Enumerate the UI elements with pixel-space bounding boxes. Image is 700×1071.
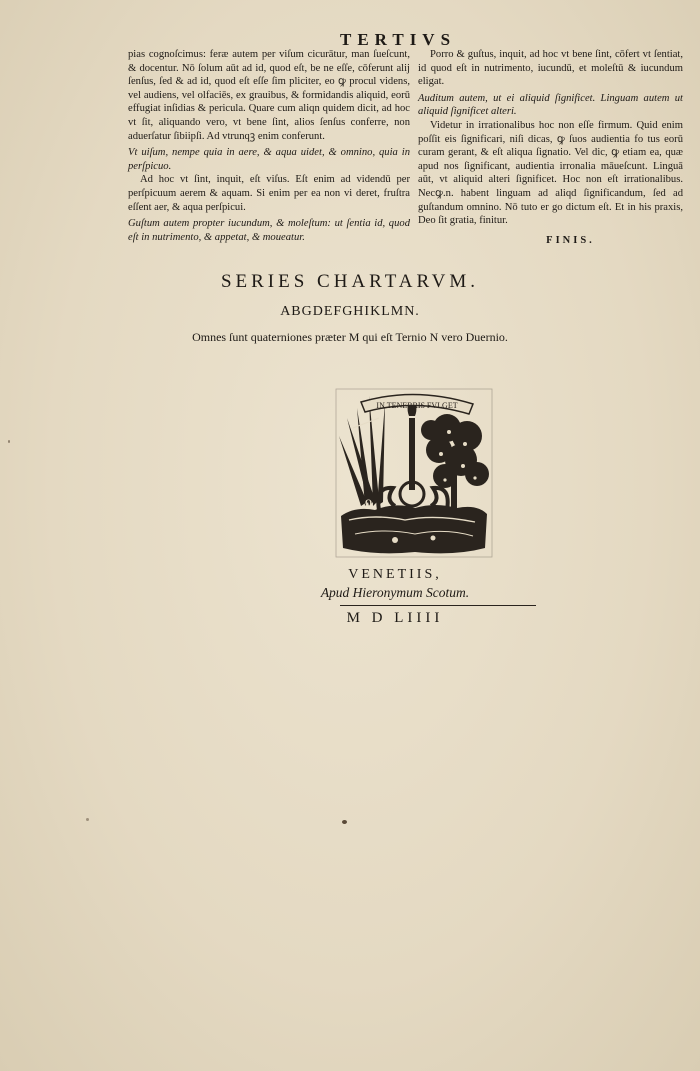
- paragraph: Ad hoc vt ſint, inquit, eſt viſus. Eſt enim ad videndū per perſpicuum aerem & aquam. Si enim per ea non vi deret, fruſtra eſſent aer, & aqua perſpicui.: [128, 174, 410, 213]
- imprint-city: VENETIIS,: [348, 567, 442, 582]
- printer-mark-initial-right: S: [457, 498, 463, 508]
- paragraph: Porro & guſtus, inquit, ad hoc vt bene ſint, cōfert vt ſentiat, id quod eſt in nutrimento, iucundū, et moleſtū & iucundum eligat.: [418, 49, 683, 88]
- running-head: TERTIVS: [340, 30, 457, 49]
- left-column: [128, 48, 410, 244]
- finis-label: FINIS.: [546, 234, 595, 246]
- printer-mark-initial-left: O: [365, 498, 373, 508]
- printer-mark-motto: IN TENEBRIS FVLGET: [376, 401, 458, 410]
- lemma: Guſtum autem propter iucundum, & moleſtum: ut ſentia id, quod eſt in nutrimento, & appetat, & moueatur.: [128, 218, 410, 243]
- imprint-rule: [340, 605, 536, 606]
- right-column: [418, 48, 683, 247]
- lemma: Vt uiſum, nempe quia in aere, & aqua uidet, & omnino, quia in perſpicuo.: [128, 147, 410, 172]
- paper-speck: [342, 820, 347, 824]
- printer-mark-icon: [335, 388, 493, 558]
- paragraph: pias cognoſcimus: feræ autem per viſum cicurātur, man ſueſcunt, & docentur. Nō ſolum aūt ad id, quod eſt, be ne eſſe, cōferunt alij ſenſus, ſed & ad id, quod eſt eſſe ſim pliciter, eo ꝙ procul videns, vel audiens, vel olfaciēs, ex grauibus, & formidandis aliquid, eorū effugiat inſidias & pericula. Quare cum aliqn quidem dicit, ad hoc vt ſit, aliquando vero, vt bene ſint, alios ſenſus conferre, non aduerſatur ſibiipſi. Ad vtrunqꝫ enim conferunt.: [128, 49, 410, 142]
- paper-speck: [8, 440, 10, 443]
- imprint-printer: Apud Hieronymum Scotum.: [320, 585, 470, 600]
- paper-speck: [86, 818, 89, 821]
- paragraph: Videtur in irrationalibus hoc non eſſe firmum. Quid enim poſſit eis ſignificari, niſi dicas, ꝙ ſuos audientia fo tus eorū curam gerant, & eſt aliqua ſignatio. Vel dic, ꝙ etiam ea, quæ apud nos ſignificant, audientia irronalia māueſcunt. Linguā aūt, vt aliquid alteri ſignificet. Hoc non eſt irrationalibus. Necꝙ.n. habent linguam ad aliqd ſignificandum, ſed ad guſtandum omnino. Nō tuto er go dictum eſt. Et in his praxis, Deo ſit gratia, finitur.: [418, 119, 683, 227]
- series-letters: ABGDEFGHIKLMN.: [280, 304, 420, 319]
- imprint-year: M D LIIII: [346, 610, 444, 626]
- series-title: SERIES CHARTARVM.: [220, 271, 480, 292]
- series-note: Omnes ſunt quaterniones præter M qui eſt Ternio N vero Duernio.: [192, 330, 508, 344]
- lemma: Auditum autem, ut ei aliquid ſignificet. Linguam autem ut aliquid ſignificet alteri.: [418, 92, 683, 118]
